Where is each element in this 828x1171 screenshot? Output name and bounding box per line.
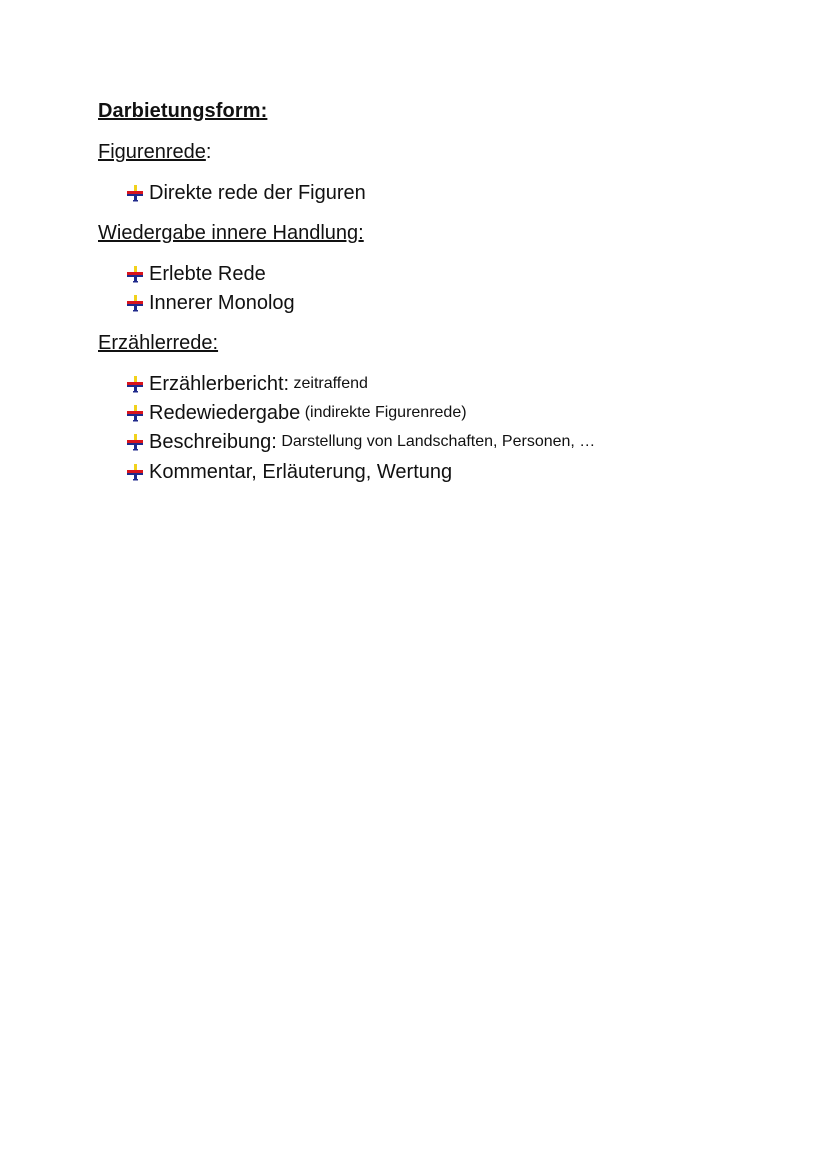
cross-arrow-bullet-icon bbox=[126, 265, 144, 283]
list-item-main: Erlebte Rede bbox=[149, 262, 266, 285]
list-item-detail: (indirekte Figurenrede) bbox=[304, 404, 467, 421]
list-item bbox=[126, 430, 595, 454]
list-item-detail: Darstellung von Landschaften, Personen, … bbox=[281, 433, 596, 450]
cross-arrow-bullet-icon bbox=[126, 184, 144, 202]
list-item-main: Erzählerbericht: bbox=[149, 372, 290, 395]
list-item-main: Innerer Monolog bbox=[149, 291, 295, 314]
list-item-main: Direkte rede der Figuren bbox=[149, 181, 366, 204]
list-item bbox=[126, 372, 368, 396]
list-item-detail: zeitraffend bbox=[293, 375, 368, 392]
list-item bbox=[126, 401, 467, 425]
document-title: Darbietungsform: bbox=[98, 100, 268, 122]
section-heading-suffix: : bbox=[205, 141, 212, 163]
list-item bbox=[126, 262, 266, 286]
list-item-main: Kommentar, Erläuterung, Wertung bbox=[149, 460, 453, 483]
cross-arrow-bullet-icon bbox=[126, 375, 144, 393]
list-item-main: Beschreibung: bbox=[149, 430, 277, 453]
cross-arrow-bullet-icon bbox=[126, 294, 144, 312]
section-heading-erzaehlerrede bbox=[98, 332, 218, 355]
list-item bbox=[126, 291, 295, 315]
cross-arrow-bullet-icon bbox=[126, 433, 144, 451]
cross-arrow-bullet-icon bbox=[126, 463, 144, 481]
section-heading-text: Wiedergabe innere Handlung: bbox=[98, 222, 364, 244]
list-item-main: Redewiedergabe bbox=[149, 401, 301, 424]
section-heading-text: Erzählerrede: bbox=[98, 332, 219, 354]
section-heading-text: Figurenrede bbox=[98, 141, 206, 163]
cross-arrow-bullet-icon bbox=[126, 404, 144, 422]
section-heading-figurenrede bbox=[98, 141, 211, 164]
list-item bbox=[126, 460, 452, 484]
section-heading-wiedergabe bbox=[98, 222, 364, 245]
list-item bbox=[126, 181, 366, 205]
